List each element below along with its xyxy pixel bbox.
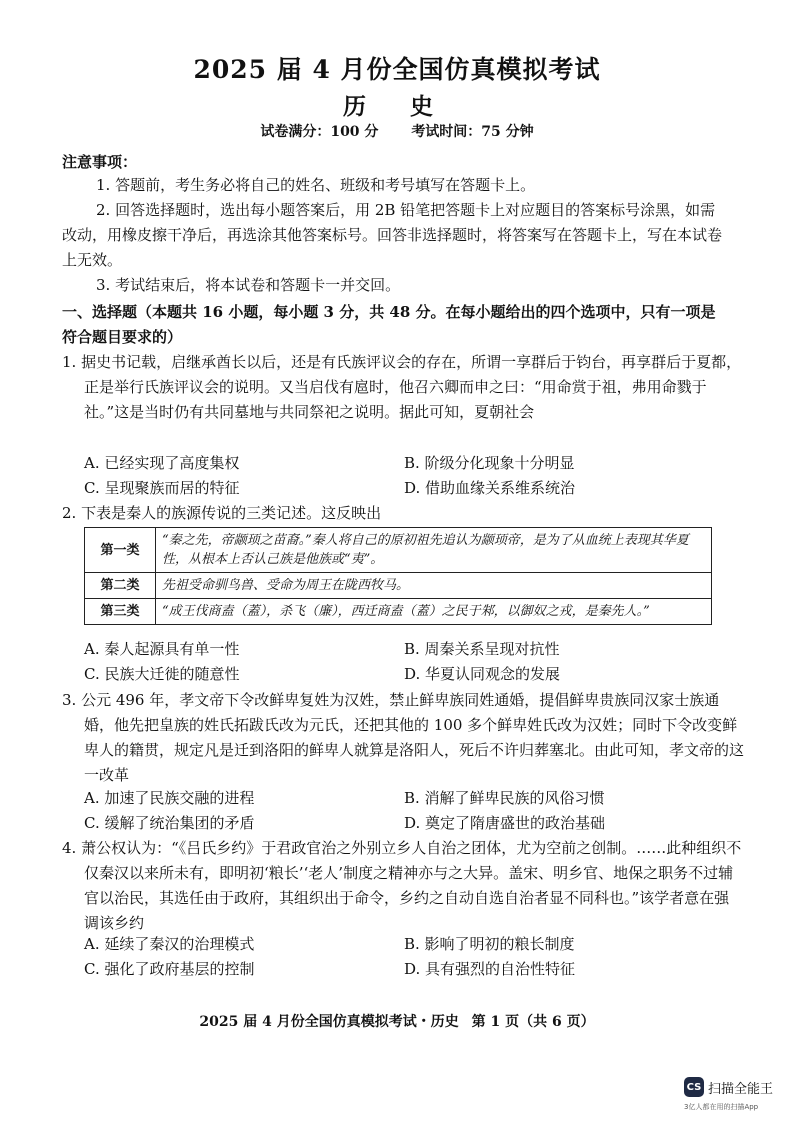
table-row-label: 第一类 xyxy=(85,528,156,573)
question-4-stem: 4. 萧公权认为：“《吕氏乡约》于君政官治之外别立乡人自治之团体，尤为空前之创制。……此种组织不仅秦汉以来所未有，即明初‘粮长’‘老人’制度之精神亦与之大异。盖宋、明乡官、地保之职务不过辅官以治民，其选任由于政府，其组织出于命令，乡约之自动自选自治者显不同科也。”该学者意在强调该乡约 xyxy=(62,839,742,932)
notice-list xyxy=(62,173,722,298)
option-b: B. 周秦关系呈现对抗性 xyxy=(404,640,560,658)
table-row-label: 第三类 xyxy=(85,599,156,625)
table-row-content: 先祖受命驯鸟兽、受命为周王在陇西牧马。 xyxy=(156,573,712,599)
notice-heading: 注意事项： xyxy=(62,153,138,171)
option-a: A. 秦人起源具有单一性 xyxy=(84,640,240,658)
option-d: D. 借助血缘关系维系统治 xyxy=(404,479,576,497)
watermark-name: 扫描全能王 xyxy=(708,1082,774,1097)
scanner-watermark xyxy=(684,1077,788,1117)
question-2-options xyxy=(84,637,724,687)
table-row xyxy=(85,573,712,599)
option-c: C. 民族大迁徙的随意性 xyxy=(84,665,240,683)
page-footer xyxy=(0,1011,794,1031)
footer-exam: 2025 届 4 月份全国仿真模拟考试・历史 xyxy=(199,1014,459,1030)
table-row xyxy=(85,599,712,625)
option-d: D. 华夏认同观念的发展 xyxy=(404,665,561,683)
section-heading: 一、选择题（本题共 16 小题，每小题 3 分，共 48 分。在每小题给出的四个选项中，只有一项是符合题目要求的） xyxy=(62,303,716,346)
table-row xyxy=(85,528,712,573)
notice-item: 3. 考试结束后，将本试卷和答题卡一并交回。 xyxy=(96,276,401,294)
origin-table xyxy=(84,527,712,625)
option-c: C. 缓解了统治集团的矛盾 xyxy=(84,814,255,832)
notice-item: 1. 答题前，考生务必将自己的姓名、班级和考号填写在答题卡上。 xyxy=(96,176,536,194)
table-row-content: “秦之先，帝颛顼之苗裔。”秦人将自己的原初祖先追认为颛顼帝，是为了从血统上表现其华夏性，从根本上否认己族是他族或“夷”。 xyxy=(156,528,712,573)
option-d: D. 奠定了隋唐盛世的政治基础 xyxy=(404,814,606,832)
option-c: C. 强化了政府基层的控制 xyxy=(84,960,255,978)
subject-title: 历 史 xyxy=(342,93,451,120)
exam-meta xyxy=(0,121,794,141)
question-4-options xyxy=(84,932,724,982)
option-b: B. 消解了鲜卑民族的风俗习惯 xyxy=(404,789,605,807)
notice-item: 2. 回答选择题时，选出每小题答案后，用 2B 铅笔把答题卡上对应题目的答案标号涂黑，如需改动，用橡皮擦干净后，再选涂其他答案标号。回答非选择题时，将答案写在答题卡上，写在本试卷上无效。 xyxy=(62,201,723,269)
question-3-stem: 3. 公元 496 年，孝文帝下令改鲜卑复姓为汉姓，禁止鲜卑族同姓通婚，提倡鲜卑贵族同汉家士族通婚，他先把皇族的姓氏拓跋氏改为元氏，还把其他的 100 多个鲜卑姓氏改为汉姓；同时下令改变鲜卑人的籍贯，规定凡是迁到洛阳的鲜卑人就算是洛阳人，死后不许归葬塞北。由此可知，孝文帝的这一改革 xyxy=(62,691,745,784)
footer-page-number: 第 1 页（共 6 页） xyxy=(471,1014,595,1030)
full-score: 试卷满分：100 分 xyxy=(260,124,379,140)
option-d: D. 具有强烈的自治性特征 xyxy=(404,960,576,978)
option-c: C. 呈现聚族而居的特征 xyxy=(84,479,240,497)
question-1-stem: 1. 据史书记载，启继承酋长以后，还是有氏族评议会的存在，所谓一享群后于钧台，再享群后于夏都，正是举行氏族评议会的说明。又当启伐有扈时，他召六卿而申之曰：“用命赏于祖，弗用命戮于社。”这是当时仍有共同墓地与共同祭祀之说明。据此可知，夏朝社会 xyxy=(62,353,742,421)
question-3-options xyxy=(84,786,724,836)
exam-title: 2025 届 4 月份全国仿真模拟考试 xyxy=(193,55,601,84)
camscanner-logo-icon: CS xyxy=(684,1077,704,1097)
question-2-stem: 2. 下表是秦人的族源传说的三类记述。这反映出 xyxy=(62,504,382,522)
option-a: A. 已经实现了高度集权 xyxy=(84,454,240,472)
table-row-label: 第二类 xyxy=(85,573,156,599)
question-1-options xyxy=(84,451,724,501)
option-a: A. 延续了秦汉的治理模式 xyxy=(84,935,255,953)
table-row-content: “成王伐商盍（蓋），杀飞（廉），西迁商盍（蓋）之民于邾，以御奴之戎，是秦先人。” xyxy=(156,599,712,625)
option-b: B. 影响了明初的粮长制度 xyxy=(404,935,575,953)
watermark-tagline: 3亿人都在用的扫描App xyxy=(684,1103,759,1111)
option-b: B. 阶级分化现象十分明显 xyxy=(404,454,575,472)
option-a: A. 加速了民族交融的进程 xyxy=(84,789,255,807)
exam-time: 考试时间：75 分钟 xyxy=(411,124,534,140)
